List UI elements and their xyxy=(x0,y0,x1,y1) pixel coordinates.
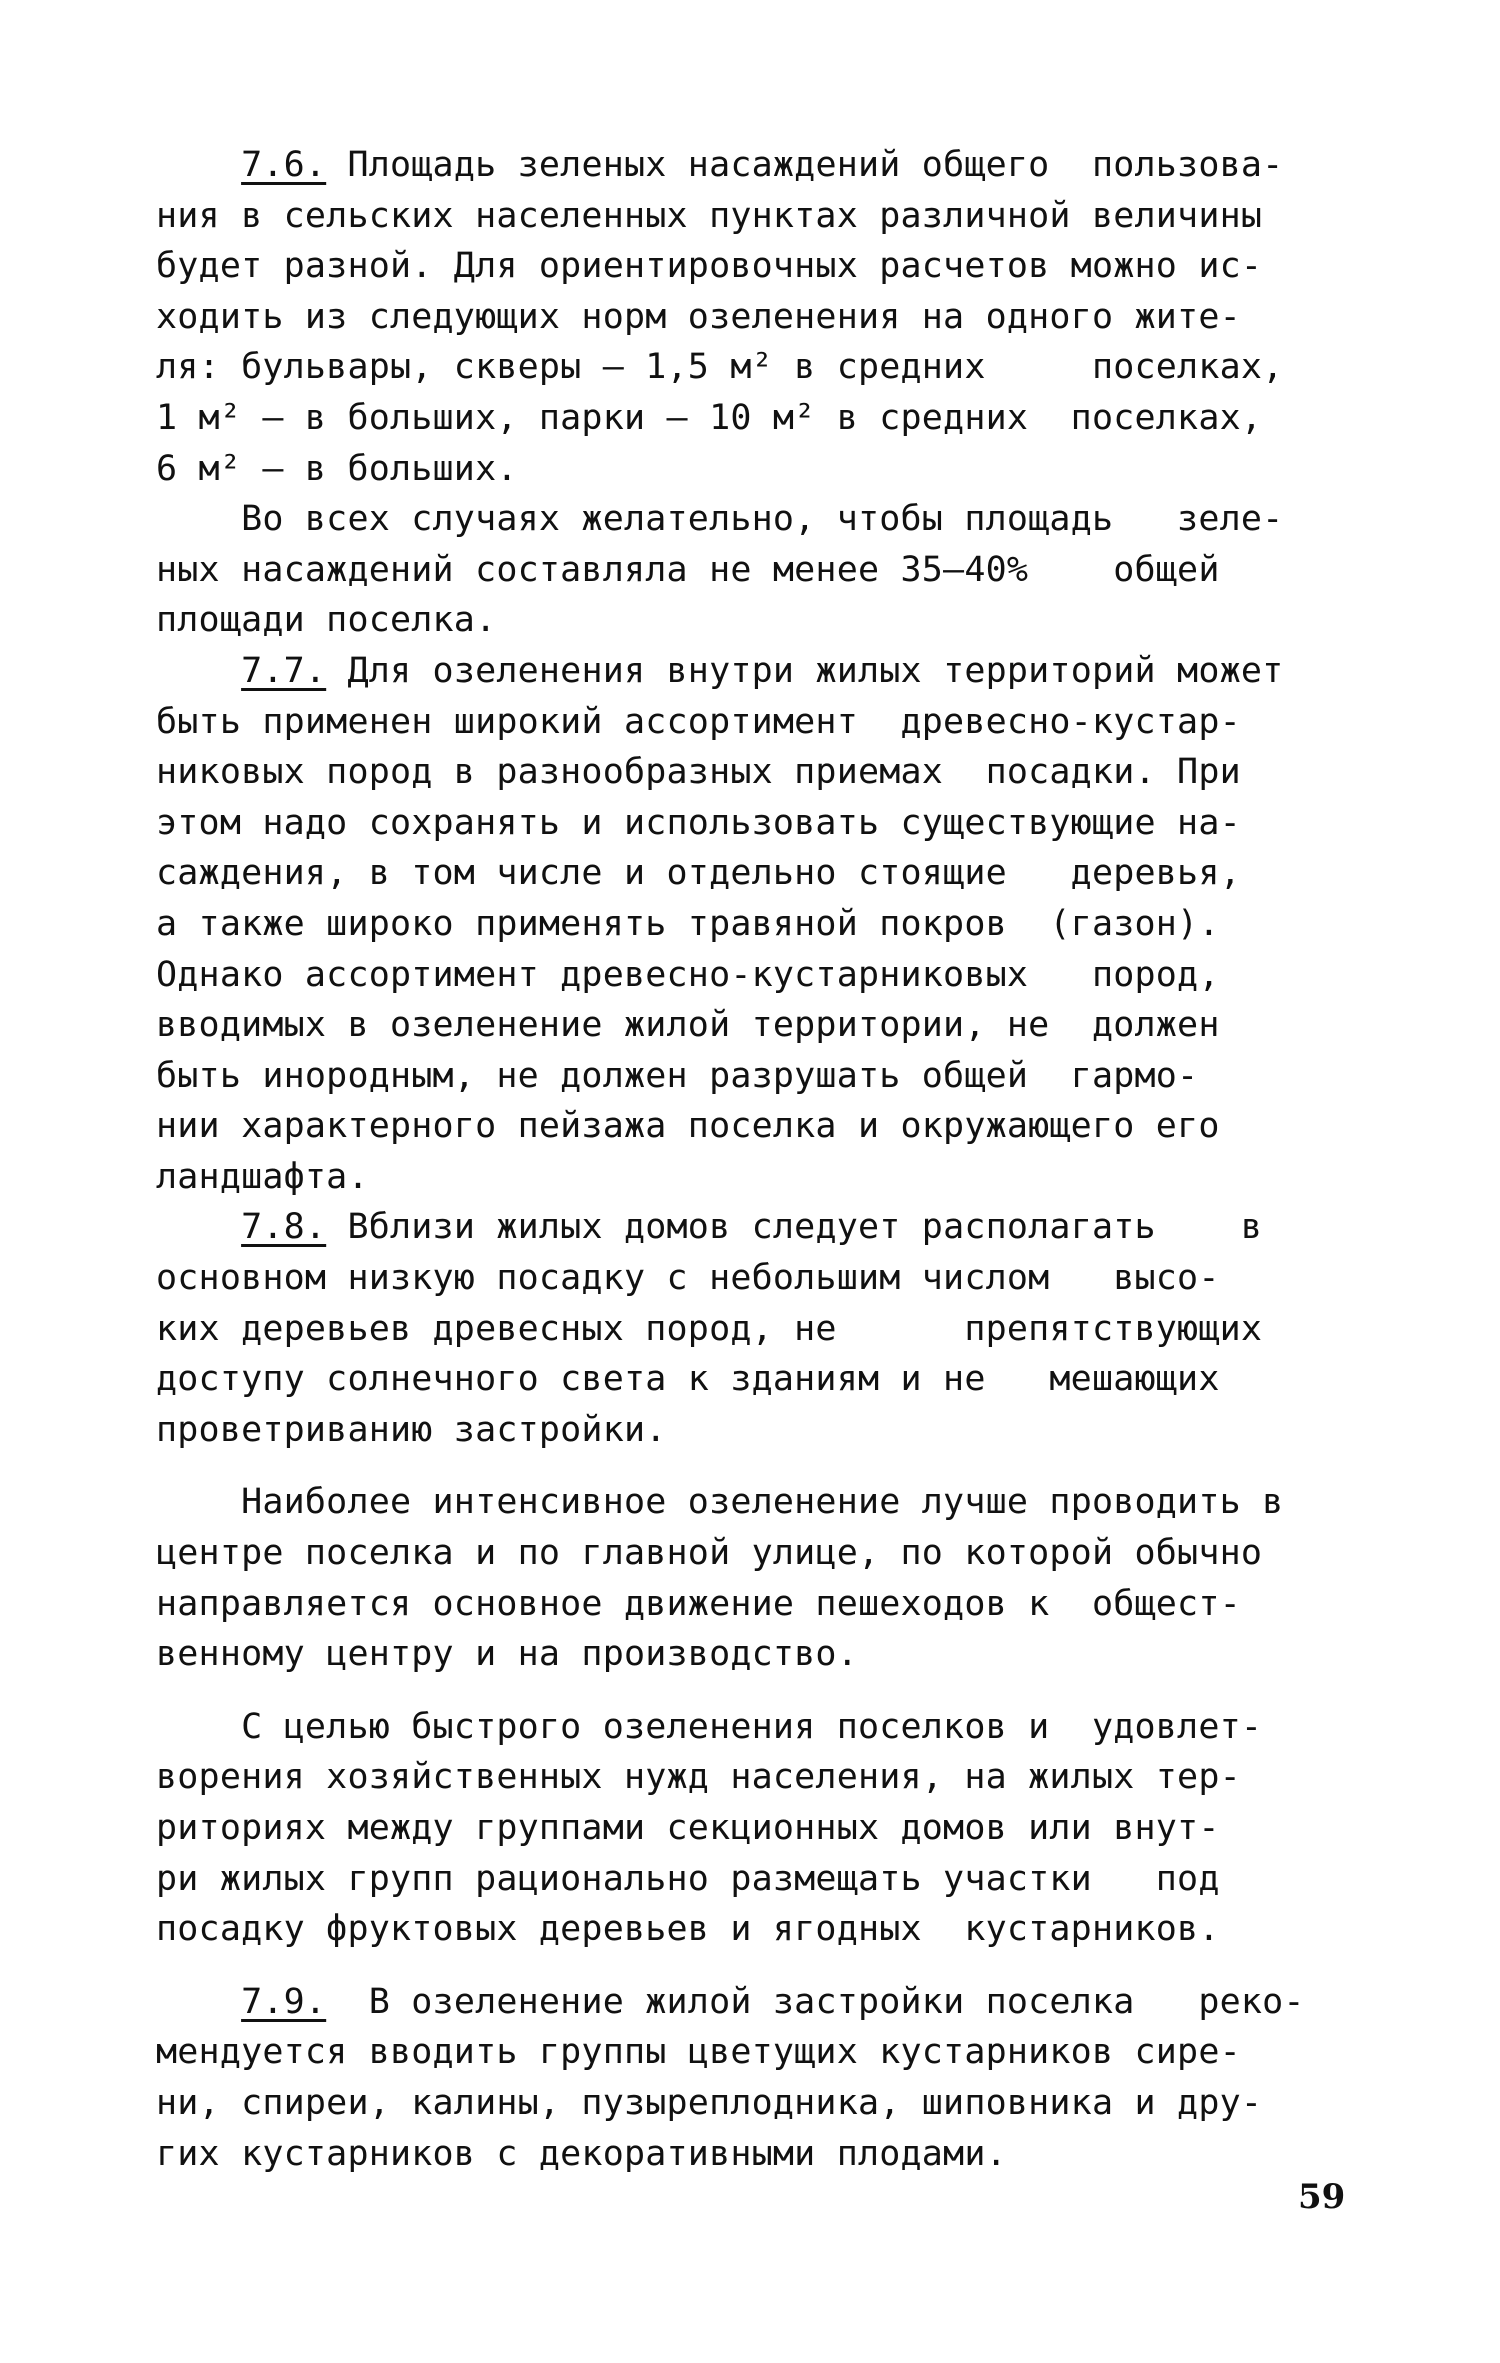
text-line: С целью быстрого озеленения поселков и удовлет- xyxy=(241,1706,1263,1747)
text-line: нии характерного пейзажа поселка и окружающего его xyxy=(156,1106,1220,1147)
document-page xyxy=(156,140,1356,2179)
text-line: доступу солнечного света к зданиям и не мешающих xyxy=(156,1359,1220,1400)
text-line: ландшафта. xyxy=(156,1156,369,1197)
text-line: гих кустарников с декоративными плодами. xyxy=(156,2133,1007,2174)
text-line: будет разной. Для ориентировочных расчетов можно ис- xyxy=(156,246,1263,287)
page-number: 59 xyxy=(1298,2177,1346,2217)
paragraph-gap xyxy=(156,1955,1356,1977)
text-line: центре поселка и по главной улице, по которой обычно xyxy=(156,1533,1263,1574)
section-number: 7.6. xyxy=(241,145,327,185)
text-line: основном низкую посадку с небольшим числом высо- xyxy=(156,1258,1220,1299)
text-line: саждения, в том числе и отдельно стоящие деревья, xyxy=(156,853,1241,894)
text-line: а также широко применять травяной покров (газон). xyxy=(156,903,1220,944)
text-line: ких деревьев древесных пород, не препятствующих xyxy=(156,1308,1263,1349)
text-line: венному центру и на производство. xyxy=(156,1634,858,1675)
section-number: 7.7. xyxy=(241,650,327,691)
text-line: посадку фруктовых деревьев и ягодных кустарников. xyxy=(156,1909,1220,1950)
text-line: 7.9. В озеленение жилой застройки поселка реко- xyxy=(241,1981,1305,2022)
paragraph-gap xyxy=(156,1680,1356,1702)
text-line: 1 м² – в больших, парки – 10 м² в средних поселках, xyxy=(156,397,1263,438)
text-line: никовых пород в разнообразных приемах посадки. При xyxy=(156,752,1241,793)
text-line: площади поселка. xyxy=(156,600,497,641)
section-number: 7.9. xyxy=(241,1981,327,2022)
text-line: 7.6. Площадь зеленых насаждений общего пользова- xyxy=(241,145,1284,185)
text-line: быть применен широкий ассортимент древесно-кустар- xyxy=(156,701,1241,742)
text-line: ни, спиреи, калины, пузыреплодника, шиповника и дру- xyxy=(156,2082,1263,2123)
text-line: этом надо сохранять и использовать существующие на- xyxy=(156,802,1241,843)
text-line: проветриванию застройки. xyxy=(156,1409,667,1450)
text-line: вводимых в озеленение жилой территории, не должен xyxy=(156,1005,1220,1046)
text-line: направляется основное движение пешеходов к общест- xyxy=(156,1583,1241,1624)
text-line: ных насаждений составляла не менее 35–40% общей xyxy=(156,549,1220,590)
text-line: ри жилых групп рационально размещать участки под xyxy=(156,1858,1220,1899)
text-line: риториях между группами секционных домов или внут- xyxy=(156,1808,1220,1848)
text-line: ля: бульвары, скверы – 1,5 м² в средних поселках, xyxy=(156,347,1284,388)
text-line: Наиболее интенсивное озеленение лучше проводить в xyxy=(241,1482,1284,1523)
text-line: Во всех случаях желательно, чтобы площадь зеле- xyxy=(241,499,1284,540)
text-line: 7.7. Для озеленения внутри жилых территорий может xyxy=(241,650,1284,691)
text-line: быть инородным, не должен разрушать общей гармо- xyxy=(156,1055,1199,1096)
text-line: ворения хозяйственных нужд населения, на жилых тер- xyxy=(156,1757,1241,1798)
text-line: ходить из следующих норм озеленения на одного жите- xyxy=(156,296,1241,337)
text-line: ния в сельских населенных пунктах различной величины xyxy=(156,195,1263,236)
text-line: 7.8. Вблизи жилых домов следует располагать в xyxy=(241,1207,1263,1248)
section-number: 7.8. xyxy=(241,1207,327,1248)
text-line: Однако ассортимент древесно-кустарниковых пород, xyxy=(156,954,1220,995)
paragraph-gap xyxy=(156,1455,1356,1477)
text-line: 6 м² – в больших. xyxy=(156,448,518,489)
text-line: мендуется вводить группы цветущих кустарников сире- xyxy=(156,2032,1241,2073)
